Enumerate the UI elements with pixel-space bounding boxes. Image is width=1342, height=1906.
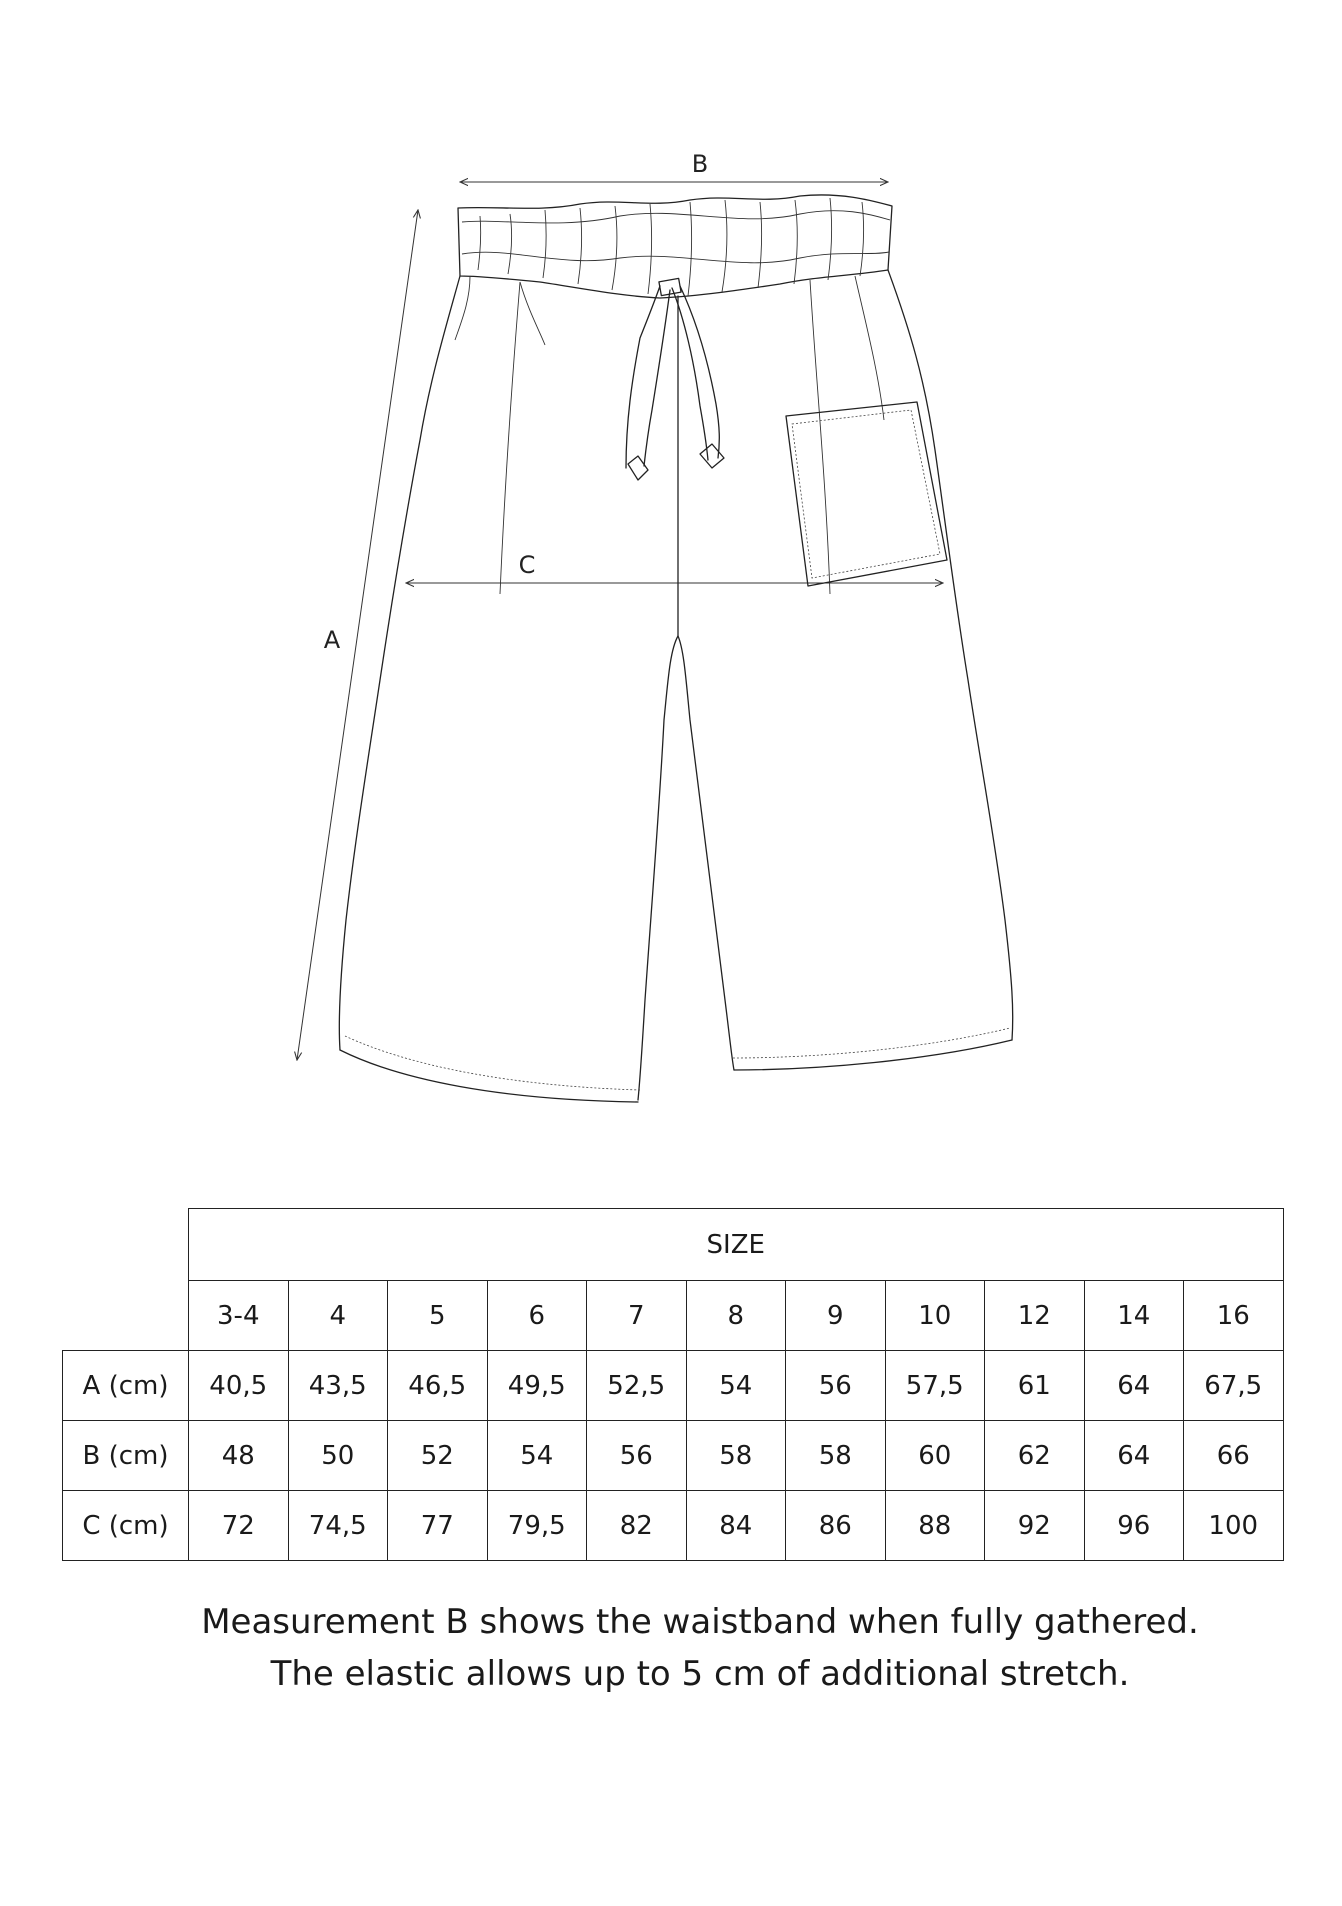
size-cell: 8 [686, 1281, 786, 1351]
value-cell: 43,5 [288, 1351, 388, 1421]
dimension-b [460, 150, 888, 182]
value-cell: 88 [885, 1491, 985, 1561]
value-cell: 61 [985, 1351, 1085, 1421]
table-row [63, 1421, 1284, 1491]
size-header: SIZE [189, 1209, 1284, 1281]
row-label: C (cm) [63, 1491, 189, 1561]
value-cell: 72 [189, 1491, 289, 1561]
size-title-row [63, 1209, 1284, 1281]
value-cell: 74,5 [288, 1491, 388, 1561]
value-cell: 46,5 [388, 1351, 488, 1421]
table-row [63, 1491, 1284, 1561]
size-cell: 3-4 [189, 1281, 289, 1351]
dimension-b-label: B [691, 150, 709, 178]
patch-pocket [786, 402, 947, 586]
value-cell: 52,5 [587, 1351, 687, 1421]
value-cell: 100 [1184, 1491, 1284, 1561]
value-cell: 79,5 [487, 1491, 587, 1561]
size-cell: 6 [487, 1281, 587, 1351]
value-cell: 84 [686, 1491, 786, 1561]
size-cell: 7 [587, 1281, 687, 1351]
dimension-c-label: C [518, 551, 536, 579]
value-cell: 60 [885, 1421, 985, 1491]
value-cell: 92 [985, 1491, 1085, 1561]
value-cell: 54 [487, 1421, 587, 1491]
pants-body [339, 270, 1012, 1102]
value-cell: 96 [1084, 1491, 1184, 1561]
value-cell: 64 [1084, 1351, 1184, 1421]
value-cell: 57,5 [885, 1351, 985, 1421]
dimension-a-label: A [323, 626, 341, 654]
row-label: A (cm) [63, 1351, 189, 1421]
value-cell: 50 [288, 1421, 388, 1491]
size-cell: 10 [885, 1281, 985, 1351]
value-cell: 58 [686, 1421, 786, 1491]
sizes-row [63, 1281, 1284, 1351]
size-cell: 5 [388, 1281, 488, 1351]
corner-blank [63, 1281, 189, 1351]
value-cell: 49,5 [487, 1351, 587, 1421]
note-line-2: The elastic allows up to 5 cm of additional stretch. [270, 1654, 1130, 1694]
value-cell: 86 [786, 1491, 886, 1561]
row-label: B (cm) [63, 1421, 189, 1491]
size-cell: 4 [288, 1281, 388, 1351]
size-cell: 14 [1084, 1281, 1184, 1351]
value-cell: 66 [1184, 1421, 1284, 1491]
value-cell: 77 [388, 1491, 488, 1561]
value-cell: 52 [388, 1421, 488, 1491]
value-cell: 56 [587, 1421, 687, 1491]
size-cell: 12 [985, 1281, 1085, 1351]
drawstring [626, 278, 724, 480]
value-cell: 54 [686, 1351, 786, 1421]
value-cell: 64 [1084, 1421, 1184, 1491]
size-table [62, 1208, 1284, 1561]
table-row [63, 1351, 1284, 1421]
size-cell: 16 [1184, 1281, 1284, 1351]
note-line-1: Measurement B shows the waistband when fully gathered. [201, 1602, 1199, 1642]
value-cell: 40,5 [189, 1351, 289, 1421]
waistband [455, 195, 892, 345]
corner-blank [63, 1209, 189, 1281]
value-cell: 67,5 [1184, 1351, 1284, 1421]
value-cell: 82 [587, 1491, 687, 1561]
dimension-c [406, 551, 943, 583]
value-cell: 58 [786, 1421, 886, 1491]
dimension-a [297, 210, 418, 1060]
value-cell: 56 [786, 1351, 886, 1421]
value-cell: 48 [189, 1421, 289, 1491]
size-cell: 9 [786, 1281, 886, 1351]
value-cell: 62 [985, 1421, 1085, 1491]
